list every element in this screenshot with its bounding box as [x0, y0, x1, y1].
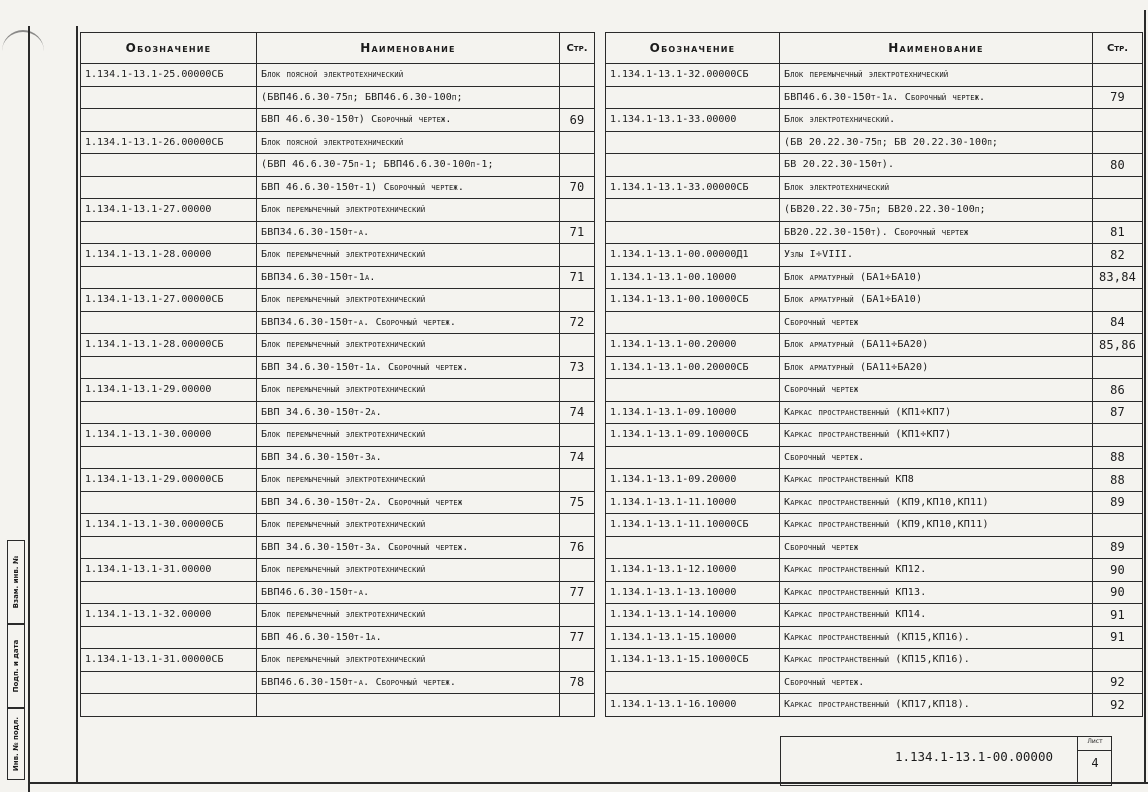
cell-designation: 1.134.1-13.1-13.10000: [606, 581, 780, 604]
cell-designation: [606, 379, 780, 402]
cell-name: Сборочный чертеж: [780, 311, 1093, 334]
table-row: [81, 559, 595, 582]
cell-name: Узлы I÷VIII.: [780, 244, 1093, 267]
cell-designation: [606, 311, 780, 334]
cell-page: [560, 64, 595, 87]
stamp-inv-podl: [7, 708, 25, 780]
table-row: [606, 424, 1143, 447]
punch-hole-mark: [2, 30, 44, 72]
cell-name: Сборочный чертеж.: [780, 671, 1093, 694]
cell-page: 84: [1093, 311, 1143, 334]
table-row: [81, 491, 595, 514]
table-row: [606, 154, 1143, 177]
cell-designation: [81, 86, 257, 109]
table-row: [606, 446, 1143, 469]
cell-name: Сборочный чертеж: [780, 379, 1093, 402]
cell-designation: [81, 491, 257, 514]
cell-designation: [606, 199, 780, 222]
cell-page: 85,86: [1093, 334, 1143, 357]
stamp-podp-data: [7, 624, 25, 708]
cell-designation: [606, 154, 780, 177]
stamp-vzam-inv: [7, 540, 25, 624]
cell-page: 77: [560, 581, 595, 604]
cell-page: 69: [560, 109, 595, 132]
cell-name: Блок перемычечный электротехнический: [257, 649, 560, 672]
stamp-vzam-inv-label: Взам. инв. №: [12, 555, 20, 609]
cell-page: 89: [1093, 536, 1143, 559]
cell-designation: [81, 536, 257, 559]
cell-page: [1093, 424, 1143, 447]
cell-designation: 1.134.1-13.1-09.10000: [606, 401, 780, 424]
table-row: [606, 626, 1143, 649]
cell-designation: 1.134.1-13.1-11.10000СБ: [606, 514, 780, 537]
header-name: Наименование: [257, 33, 560, 64]
cell-page: [1093, 199, 1143, 222]
cell-page: 87: [1093, 401, 1143, 424]
cell-name: Блок перемычечный электротехнический: [257, 289, 560, 312]
header-page: Стр.: [560, 33, 595, 64]
table-row: [606, 379, 1143, 402]
stamp-podp-data-label: Подп. и дата: [12, 639, 20, 693]
table-row: [81, 514, 595, 537]
cell-page: [1093, 649, 1143, 672]
cell-name: Блок перемычечный электротехнический: [257, 424, 560, 447]
index-table-right: [605, 32, 1143, 717]
cell-designation: 1.134.1-13.1-15.10000: [606, 626, 780, 649]
cell-name: БВП 34.6.30-150т-3а. Сборочный чертеж.: [257, 536, 560, 559]
table-row: [606, 469, 1143, 492]
cell-name: Каркас пространственный (КП15,КП16).: [780, 649, 1093, 672]
cell-name: Каркас пространственный (КП9,КП10,КП11): [780, 491, 1093, 514]
table-row: [606, 694, 1143, 717]
cell-page: 78: [560, 671, 595, 694]
cell-name: БВП34.6.30-150т-а.: [257, 221, 560, 244]
cell-designation: 1.134.1-13.1-28.00000: [81, 244, 257, 267]
table-row: [606, 671, 1143, 694]
cell-name: Блок перемычечный электротехнический: [257, 334, 560, 357]
cell-designation: [81, 626, 257, 649]
table-row: [606, 356, 1143, 379]
cell-name: (БВП46.6.30-75п; БВП46.6.30-100п;: [257, 86, 560, 109]
table-row: [606, 311, 1143, 334]
cell-designation: 1.134.1-13.1-30.00000СБ: [81, 514, 257, 537]
cell-designation: [81, 446, 257, 469]
cell-name: БВП 34.6.30-150т-1а. Сборочный чертеж.: [257, 356, 560, 379]
table-row: [606, 559, 1143, 582]
cell-designation: 1.134.1-13.1-32.00000: [81, 604, 257, 627]
cell-name: Каркас пространственный КП8: [780, 469, 1093, 492]
cell-page: [1093, 176, 1143, 199]
cell-name: БВП 46.6.30-150т-1а.: [257, 626, 560, 649]
table-row: [81, 334, 595, 357]
header-designation: Обозначение: [81, 33, 257, 64]
frame-left-line: [28, 26, 30, 792]
cell-designation: 1.134.1-13.1-27.00000СБ: [81, 289, 257, 312]
cell-page: 89: [1093, 491, 1143, 514]
cell-name: Каркас пространственный КП12.: [780, 559, 1093, 582]
cell-page: [560, 604, 595, 627]
stamp-inv-podl-label: Инв. № подл.: [12, 716, 20, 772]
table-row: [81, 671, 595, 694]
table-row: [81, 176, 595, 199]
cell-page: [560, 379, 595, 402]
table-row: [606, 221, 1143, 244]
header-designation: Обозначение: [606, 33, 780, 64]
cell-designation: [81, 581, 257, 604]
cell-designation: 1.134.1-13.1-15.10000СБ: [606, 649, 780, 672]
table-row: [81, 424, 595, 447]
cell-name: Блок электротехнический: [780, 176, 1093, 199]
cell-page: 77: [560, 626, 595, 649]
cell-name: Каркас пространственный (КП15,КП16).: [780, 626, 1093, 649]
table-row: [606, 536, 1143, 559]
cell-name: [257, 694, 560, 717]
table-row: [81, 154, 595, 177]
cell-designation: 1.134.1-13.1-33.00000: [606, 109, 780, 132]
cell-designation: [81, 266, 257, 289]
table-row: [606, 131, 1143, 154]
cell-designation: [606, 536, 780, 559]
cell-designation: 1.134.1-13.1-09.20000: [606, 469, 780, 492]
cell-designation: 1.134.1-13.1-26.00000СБ: [81, 131, 257, 154]
cell-name: БВ20.22.30-150т). Сборочный чертеж: [780, 221, 1093, 244]
table-row: [606, 334, 1143, 357]
cell-name: БВП34.6.30-150т-1а.: [257, 266, 560, 289]
cell-name: Блок арматурный (БА1÷БА10): [780, 289, 1093, 312]
table-row: [81, 109, 595, 132]
cell-name: БВП34.6.30-150т-а. Сборочный чертеж.: [257, 311, 560, 334]
table-row: [606, 514, 1143, 537]
cell-name: Сборочный чертеж.: [780, 446, 1093, 469]
table-row: [606, 109, 1143, 132]
cell-designation: 1.134.1-13.1-00.20000СБ: [606, 356, 780, 379]
table-row: [81, 469, 595, 492]
cell-page: 91: [1093, 604, 1143, 627]
cell-name: Каркас пространственный КП14.: [780, 604, 1093, 627]
cell-page: [560, 514, 595, 537]
cell-page: 82: [1093, 244, 1143, 267]
table-row: [606, 581, 1143, 604]
table-row: [81, 289, 595, 312]
cell-page: [1093, 109, 1143, 132]
cell-designation: [606, 86, 780, 109]
cell-page: 92: [1093, 671, 1143, 694]
cell-page: [560, 694, 595, 717]
cell-name: БВП 34.6.30-150т-2а.: [257, 401, 560, 424]
cell-name: БВП 34.6.30-150т-3а.: [257, 446, 560, 469]
sheet-number-cell: [1077, 736, 1112, 784]
cell-designation: 1.134.1-13.1-28.00000СБ: [81, 334, 257, 357]
table-row: [606, 86, 1143, 109]
cell-designation: [606, 446, 780, 469]
cell-page: 79: [1093, 86, 1143, 109]
cell-page: [1093, 356, 1143, 379]
cell-page: 76: [560, 536, 595, 559]
table-row: [81, 581, 595, 604]
table-row: [81, 356, 595, 379]
cell-designation: 1.134.1-13.1-00.00000Д1: [606, 244, 780, 267]
table-row: [81, 64, 595, 87]
table-row: [606, 244, 1143, 267]
cell-designation: 1.134.1-13.1-32.00000СБ: [606, 64, 780, 87]
table-row: [606, 64, 1143, 87]
table-row: [606, 199, 1143, 222]
cell-name: (БВ20.22.30-75п; БВ20.22.30-100п;: [780, 199, 1093, 222]
cell-page: 81: [1093, 221, 1143, 244]
cell-name: Блок перемычечный электротехнический: [257, 514, 560, 537]
cell-designation: 1.134.1-13.1-11.10000: [606, 491, 780, 514]
frame-right-line: [1144, 10, 1146, 782]
cell-name: Сборочный чертеж: [780, 536, 1093, 559]
cell-designation: [81, 671, 257, 694]
table-row: [606, 649, 1143, 672]
cell-designation: 1.134.1-13.1-31.00000: [81, 559, 257, 582]
cell-name: (БВП 46.6.30-75п-1; БВП46.6.30-100п-1;: [257, 154, 560, 177]
cell-name: Каркас пространственный (КП17,КП18).: [780, 694, 1093, 717]
table-row: [81, 244, 595, 267]
table-row: [81, 536, 595, 559]
cell-page: 74: [560, 401, 595, 424]
sheet-label: Лист: [1078, 738, 1112, 751]
table-row: [81, 221, 595, 244]
table-row: [81, 604, 595, 627]
cell-page: [560, 289, 595, 312]
cell-page: 88: [1093, 469, 1143, 492]
cell-page: 86: [1093, 379, 1143, 402]
cell-name: Блок перемычечный электротехнический: [257, 559, 560, 582]
table-row: [81, 311, 595, 334]
cell-name: Блок перемычечный электротехнический: [257, 199, 560, 222]
cell-designation: [81, 221, 257, 244]
cell-designation: 1.134.1-13.1-12.10000: [606, 559, 780, 582]
table-row: [606, 491, 1143, 514]
cell-name: Блок перемычечный электротехнический: [257, 604, 560, 627]
cell-name: Каркас пространственный (КП1÷КП7): [780, 401, 1093, 424]
cell-name: (БВ 20.22.30-75п; БВ 20.22.30-100п;: [780, 131, 1093, 154]
cell-designation: 1.134.1-13.1-27.00000: [81, 199, 257, 222]
index-table-left: [80, 32, 595, 717]
table-row: [606, 401, 1143, 424]
cell-page: [560, 86, 595, 109]
cell-page: 91: [1093, 626, 1143, 649]
cell-page: [560, 334, 595, 357]
cell-page: [1093, 289, 1143, 312]
cell-page: [560, 424, 595, 447]
sheet-number: 4: [1091, 756, 1099, 770]
cell-designation: [81, 109, 257, 132]
cell-designation: 1.134.1-13.1-30.00000: [81, 424, 257, 447]
cell-name: Блок арматурный (БА11÷БА20): [780, 356, 1093, 379]
table-row: [606, 176, 1143, 199]
cell-page: 71: [560, 266, 595, 289]
cell-designation: [81, 154, 257, 177]
cell-name: Каркас пространственный (КП9,КП10,КП11): [780, 514, 1093, 537]
table-row: [81, 266, 595, 289]
cell-name: БВП 34.6.30-150т-2а. Сборочный чертеж: [257, 491, 560, 514]
cell-name: Блок перемычечный электротехнический: [257, 244, 560, 267]
cell-page: 90: [1093, 559, 1143, 582]
cell-page: [560, 131, 595, 154]
cell-page: [560, 469, 595, 492]
cell-page: 70: [560, 176, 595, 199]
cell-name: Блок арматурный (БА11÷БА20): [780, 334, 1093, 357]
cell-page: 90: [1093, 581, 1143, 604]
cell-page: [560, 244, 595, 267]
frame-inner-left-line: [76, 26, 78, 782]
cell-page: 71: [560, 221, 595, 244]
table-row: [81, 199, 595, 222]
cell-designation: [81, 694, 257, 717]
cell-designation: 1.134.1-13.1-33.00000СБ: [606, 176, 780, 199]
cell-page: 83,84: [1093, 266, 1143, 289]
table-row: [81, 379, 595, 402]
cell-designation: 1.134.1-13.1-00.20000: [606, 334, 780, 357]
cell-page: 75: [560, 491, 595, 514]
table-row: [81, 131, 595, 154]
cell-page: [560, 649, 595, 672]
cell-designation: 1.134.1-13.1-16.10000: [606, 694, 780, 717]
cell-designation: [81, 176, 257, 199]
cell-name: БВП 46.6.30-150т) Сборочный чертеж.: [257, 109, 560, 132]
cell-designation: [81, 401, 257, 424]
cell-name: БВП46.6.30-150т-1а. Сборочный чертеж.: [780, 86, 1093, 109]
cell-page: 72: [560, 311, 595, 334]
cell-name: Блок перемычечный электротехнический: [257, 469, 560, 492]
cell-page: 92: [1093, 694, 1143, 717]
cell-name: Блок поясной электротехнический: [257, 64, 560, 87]
table-row: [606, 266, 1143, 289]
cell-page: [560, 199, 595, 222]
cell-designation: [81, 311, 257, 334]
cell-designation: [606, 671, 780, 694]
table-row: [81, 86, 595, 109]
cell-name: Блок поясной электротехнический: [257, 131, 560, 154]
cell-designation: [606, 131, 780, 154]
cell-designation: 1.134.1-13.1-29.00000: [81, 379, 257, 402]
table-row: [81, 694, 595, 717]
cell-name: Каркас пространственный (КП1÷КП7): [780, 424, 1093, 447]
cell-name: Блок перемычечный электротехнический: [780, 64, 1093, 87]
cell-page: 88: [1093, 446, 1143, 469]
title-block: [780, 736, 1112, 786]
cell-name: Каркас пространственный КП13.: [780, 581, 1093, 604]
cell-designation: 1.134.1-13.1-00.10000СБ: [606, 289, 780, 312]
cell-name: БВП46.6.30-150т-а. Сборочный чертеж.: [257, 671, 560, 694]
cell-name: Блок арматурный (БА1÷БА10): [780, 266, 1093, 289]
cell-page: 73: [560, 356, 595, 379]
cell-designation: 1.134.1-13.1-29.00000СБ: [81, 469, 257, 492]
table-row: [81, 401, 595, 424]
cell-name: БВП 46.6.30-150т-1) Сборочный чертеж.: [257, 176, 560, 199]
header-page: Стр.: [1093, 33, 1143, 64]
table-row: [81, 626, 595, 649]
cell-designation: 1.134.1-13.1-31.00000СБ: [81, 649, 257, 672]
cell-page: 80: [1093, 154, 1143, 177]
cell-designation: 1.134.1-13.1-00.10000: [606, 266, 780, 289]
cell-name: Блок перемычечный электротехнический: [257, 379, 560, 402]
document-code: 1.134.1-13.1-00.00000: [894, 749, 1053, 764]
cell-designation: 1.134.1-13.1-14.10000: [606, 604, 780, 627]
cell-page: [560, 559, 595, 582]
table-row: [606, 289, 1143, 312]
cell-page: [1093, 64, 1143, 87]
header-name: Наименование: [780, 33, 1093, 64]
cell-page: [560, 154, 595, 177]
table-row: [81, 649, 595, 672]
cell-designation: [81, 356, 257, 379]
cell-page: [1093, 514, 1143, 537]
cell-page: 74: [560, 446, 595, 469]
table-row: [606, 604, 1143, 627]
table-row: [81, 446, 595, 469]
cell-name: БВ 20.22.30-150т).: [780, 154, 1093, 177]
cell-designation: 1.134.1-13.1-09.10000СБ: [606, 424, 780, 447]
cell-name: Блок электротехнический.: [780, 109, 1093, 132]
cell-name: БВП46.6.30-150т-а.: [257, 581, 560, 604]
cell-designation: [606, 221, 780, 244]
cell-designation: 1.134.1-13.1-25.00000СБ: [81, 64, 257, 87]
cell-page: [1093, 131, 1143, 154]
